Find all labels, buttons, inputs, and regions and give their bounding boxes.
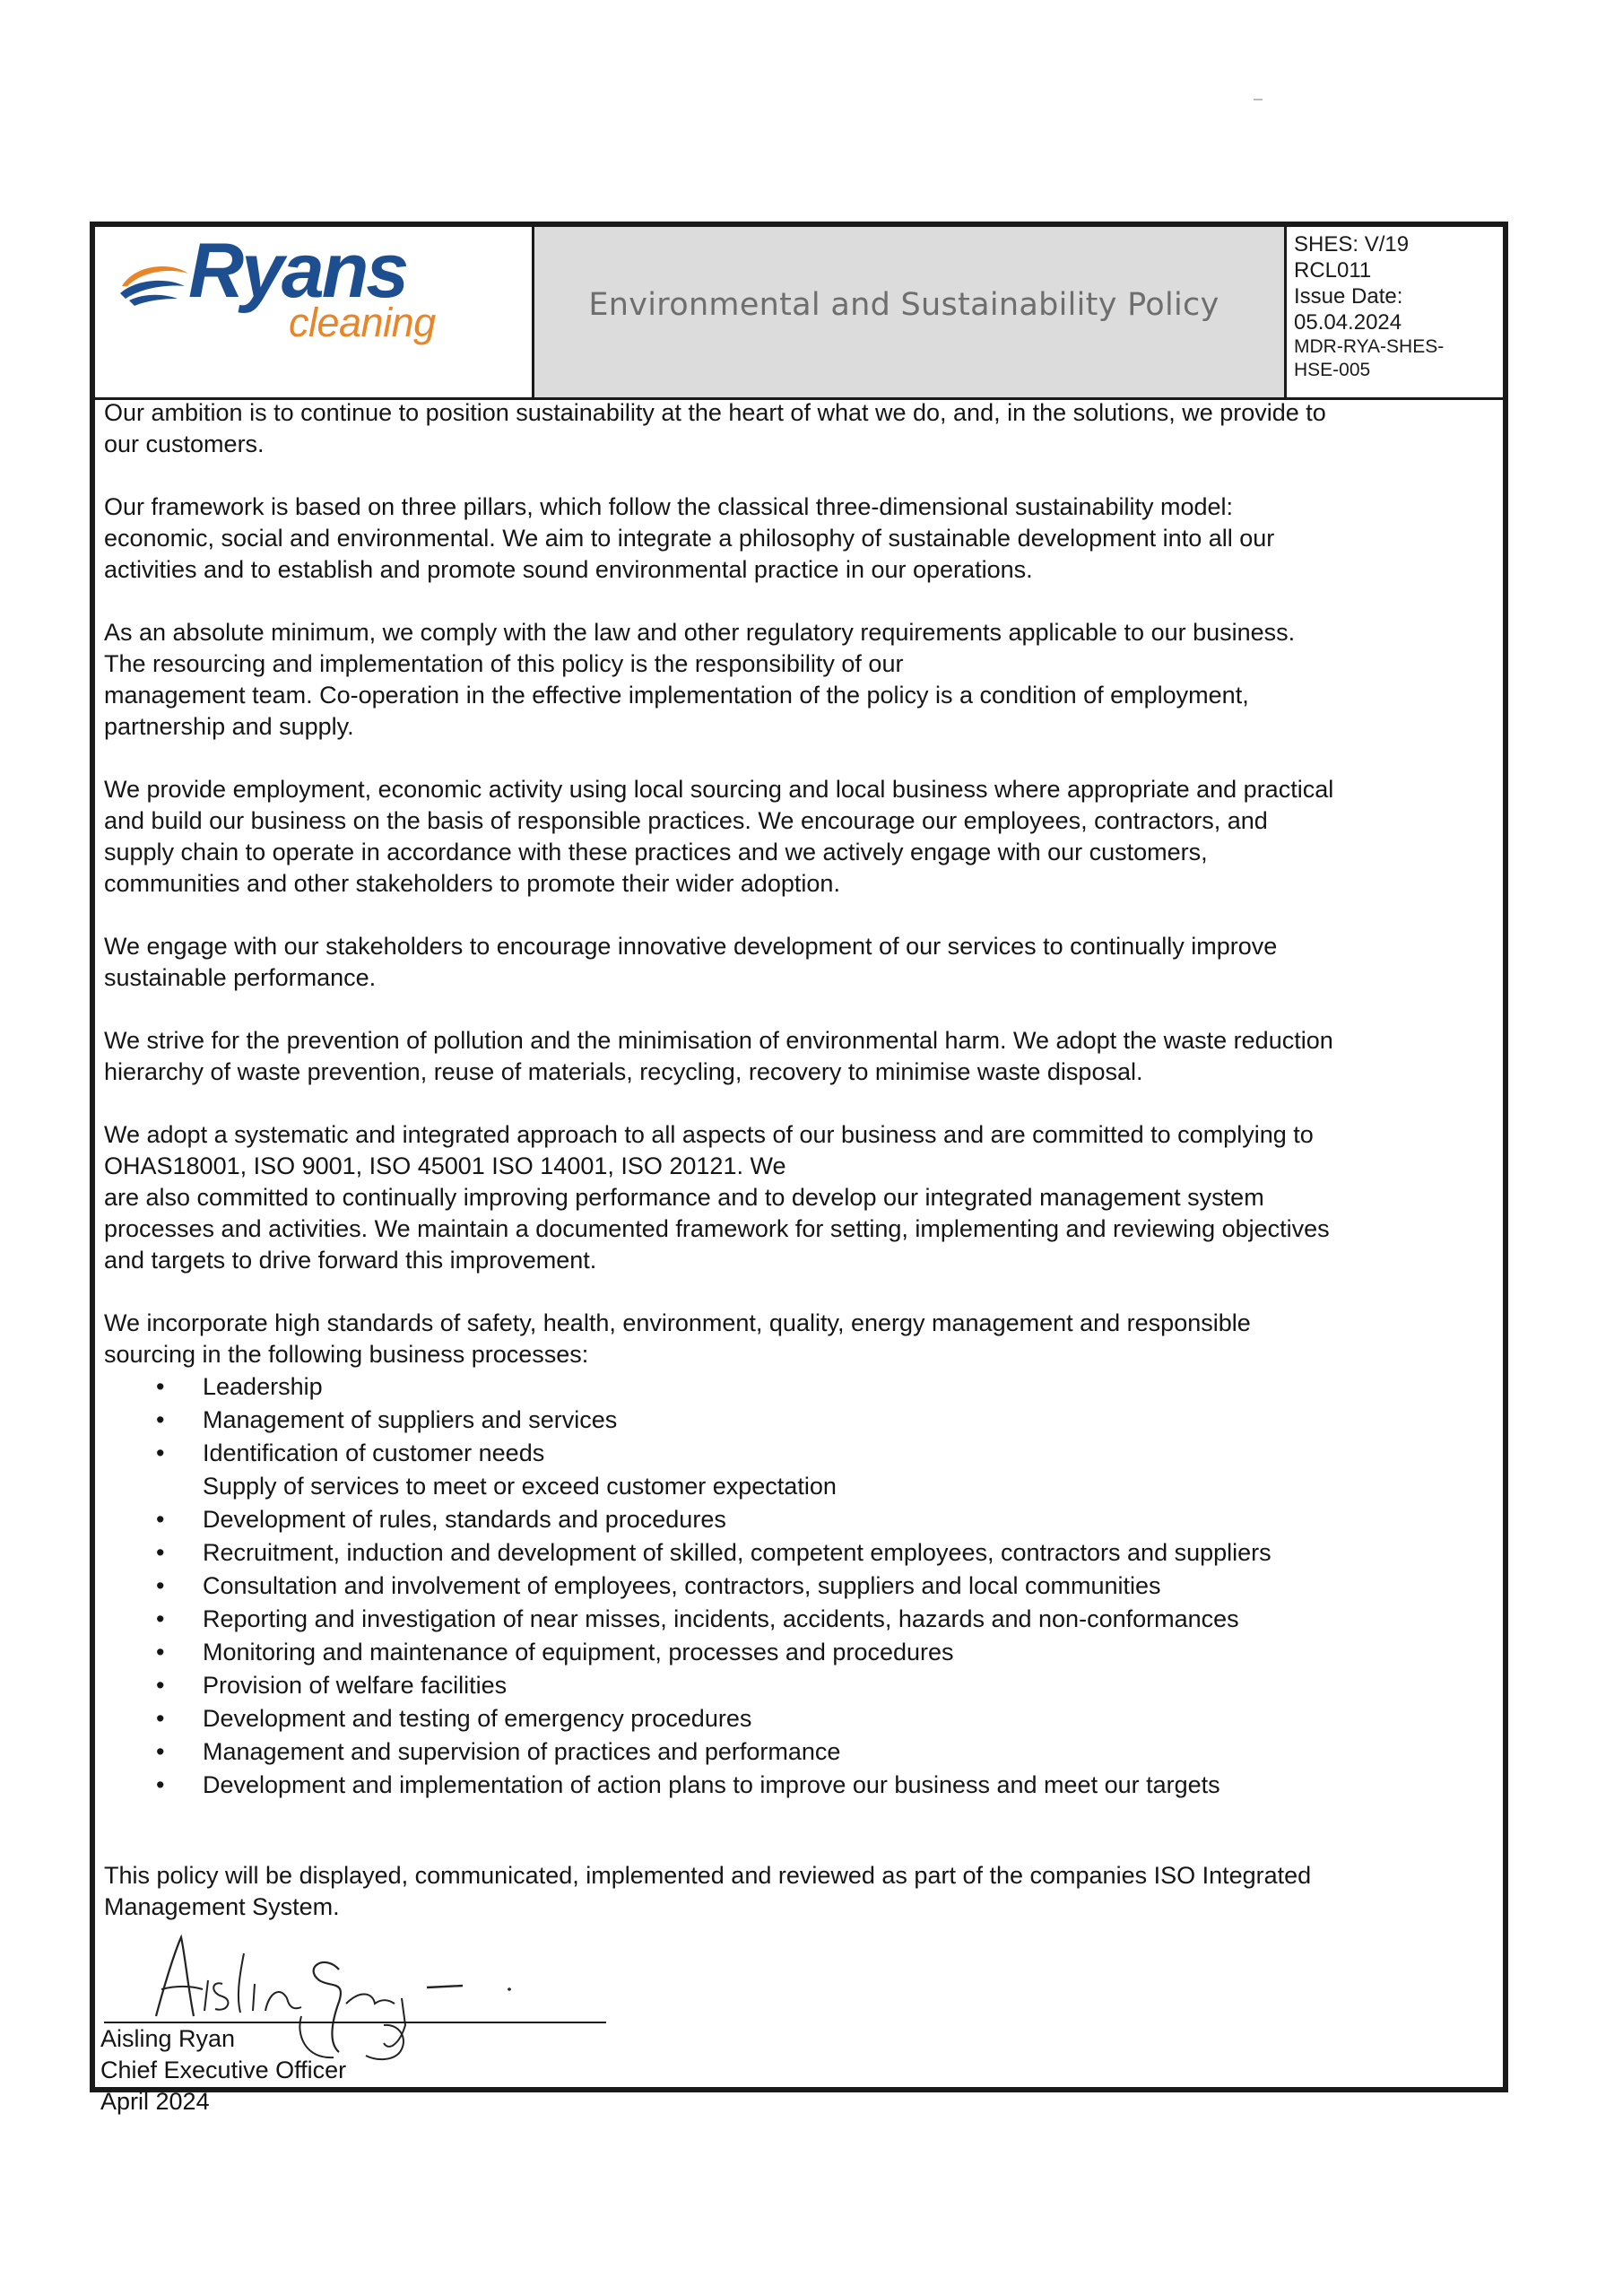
bullet-dot: • — [156, 1406, 165, 1433]
pollution-paragraph — [104, 1025, 1494, 1088]
employment-line-1: We provide employment, economic activity using local sourcing and local business where appropriate and practical — [104, 776, 1334, 803]
reference-line-2: HSE-005 — [1294, 360, 1371, 380]
bullet-dot: • — [156, 1605, 165, 1632]
framework-line-1: Our framework is based on three pillars, which follow the classical three-dimensional sustainability model: — [104, 493, 1234, 520]
list-item-text: Consultation and involvement of employees, contractors, suppliers and local communities — [203, 1572, 1161, 1599]
list-item-text: Management of suppliers and services — [203, 1406, 618, 1433]
list-item — [104, 1769, 1494, 1802]
bullet-dot: • — [156, 1771, 165, 1798]
issue-date-value: 05.04.2024 — [1294, 310, 1402, 335]
bullet-dot: • — [156, 1705, 165, 1732]
closing-line-1: This policy will be displayed, communicated, implemented and reviewed as part of the companies ISO Integrated — [104, 1862, 1312, 1889]
ambition-line-1: Our ambition is to continue to position sustainability at the heart of what we do, and, in the solutions, we provide to — [104, 399, 1326, 426]
document-code: RCL011 — [1294, 258, 1372, 283]
bullet-dot: • — [156, 1672, 165, 1699]
systematic-approach-paragraph — [104, 1119, 1494, 1276]
employment-line-3: supply chain to operate in accordance with these practices and we actively engage with our customers, — [104, 839, 1208, 865]
list-item — [104, 1570, 1494, 1603]
ryans-swoosh-icon — [117, 259, 192, 306]
closing-line-2: Management System. — [104, 1893, 340, 1920]
list-item — [104, 1636, 1494, 1669]
pollution-line-2: hierarchy of waste prevention, reuse of materials, recycling, recovery to minimise waste disposal. — [104, 1058, 1143, 1085]
list-item — [104, 1669, 1494, 1702]
employment-line-4: communities and other stakeholders to promote their wider adoption. — [104, 870, 840, 897]
bullet-dot: • — [156, 1639, 165, 1665]
list-item-text: Development and testing of emergency procedures — [203, 1705, 752, 1732]
systematic-line-4: processes and activities. We maintain a documented framework for setting, implementing and reviewing objectives — [104, 1215, 1330, 1242]
stakeholders-paragraph — [104, 931, 1494, 994]
list-item-text: Management and supervision of practices and performance — [203, 1738, 841, 1765]
version-code: SHES: V/19 — [1294, 232, 1410, 257]
compliance-line-4: partnership and supply. — [104, 713, 354, 740]
signatory-role: Chief Executive Officer — [100, 2057, 347, 2083]
standards-line-1: We incorporate high standards of safety, health, environment, quality, energy management and responsible — [104, 1309, 1251, 1336]
list-item — [104, 1503, 1494, 1536]
policy-title: Environmental and Sustainability Policy — [588, 287, 1219, 323]
reference-line-1: MDR-RYA-SHES- — [1294, 336, 1445, 357]
framework-paragraph — [104, 491, 1494, 586]
policy-title-cell — [534, 227, 1284, 397]
pollution-line-1: We strive for the prevention of pollution and the minimisation of environmental harm. We adopt the waste reduction — [104, 1027, 1333, 1054]
list-item-text: Monitoring and maintenance of equipment, processes and procedures — [203, 1639, 954, 1665]
compliance-line-2: The resourcing and implementation of this policy is the responsibility of our — [104, 650, 904, 677]
list-item-text: Recruitment, induction and development of skilled, competent employees, contractors and suppliers — [203, 1539, 1271, 1566]
list-item-text: Provision of welfare facilities — [203, 1672, 508, 1699]
list-item-text: Identification of customer needs — [203, 1439, 545, 1466]
standards-line-2: sourcing in the following business processes: — [104, 1341, 589, 1368]
list-item — [104, 1404, 1494, 1437]
bullet-dot: • — [156, 1373, 165, 1400]
logo-brand-text: Ryans — [188, 228, 407, 314]
systematic-line-2: OHAS18001, ISO 9001, ISO 45001 ISO 14001, ISO 20121. We — [104, 1152, 786, 1179]
bullet-dot: • — [156, 1738, 165, 1765]
compliance-line-1: As an absolute minimum, we comply with the law and other regulatory requirements applicable to our business. — [104, 619, 1296, 646]
list-item-text: Reporting and investigation of near misses, incidents, accidents, hazards and non-conformances — [203, 1605, 1239, 1632]
list-item — [104, 1603, 1494, 1636]
scan-speck — [1254, 99, 1263, 100]
closing-paragraph — [104, 1860, 1494, 1923]
bullet-dot: • — [156, 1572, 165, 1599]
employment-line-2: and build our business on the basis of responsible practices. We encourage our employees, contractors, and — [104, 807, 1268, 834]
bullet-dot: • — [156, 1539, 165, 1566]
bullet-dot: • — [156, 1506, 165, 1533]
stakeholders-line-2: sustainable performance. — [104, 964, 377, 991]
list-item-text: Development of rules, standards and procedures — [203, 1506, 726, 1533]
logo-cell — [95, 227, 534, 397]
signatory-name: Aisling Ryan — [100, 2025, 236, 2052]
document-meta-cell — [1284, 227, 1503, 397]
policy-document — [90, 222, 1508, 2115]
systematic-line-5: and targets to drive forward this improvement. — [104, 1247, 597, 1274]
standards-paragraph — [104, 1308, 1494, 1370]
signoff-date: April 2024 — [100, 2088, 210, 2115]
list-item-text: Development and implementation of action plans to improve our business and meet our targets — [203, 1771, 1220, 1798]
list-item — [104, 1437, 1494, 1470]
document-header — [95, 227, 1503, 400]
list-item — [104, 1470, 1494, 1503]
bullet-dot: • — [156, 1439, 165, 1466]
list-item — [104, 1536, 1494, 1570]
systematic-line-1: We adopt a systematic and integrated approach to all aspects of our business and are committed to complying to — [104, 1121, 1314, 1148]
framework-line-2: economic, social and environmental. We aim to integrate a philosophy of sustainable development into all our — [104, 525, 1275, 552]
list-item — [104, 1702, 1494, 1735]
ambition-paragraph — [104, 397, 1494, 460]
logo-tagline-text: cleaning — [289, 300, 436, 345]
ambition-line-2: our customers. — [104, 430, 265, 457]
list-item — [104, 1370, 1494, 1404]
compliance-line-3: management team. Co-operation in the effective implementation of the policy is a condition of employment, — [104, 682, 1249, 709]
stakeholders-line-1: We engage with our stakeholders to encourage innovative development of our services to continually improve — [104, 933, 1278, 960]
list-item-text: Leadership — [203, 1373, 323, 1400]
framework-line-3: activities and to establish and promote sound environmental practice in our operations. — [104, 556, 1033, 583]
list-item — [104, 1735, 1494, 1769]
employment-paragraph — [104, 774, 1494, 900]
signature-block — [95, 1918, 1503, 2115]
systematic-line-3: are also committed to continually improving performance and to develop our integrated management system — [104, 1184, 1264, 1211]
list-item-text: Supply of services to meet or exceed customer expectation — [203, 1473, 837, 1500]
business-processes-list — [104, 1370, 1494, 1802]
compliance-paragraph — [104, 617, 1494, 743]
issue-date-label: Issue Date: — [1294, 284, 1403, 309]
policy-body — [104, 397, 1494, 1923]
